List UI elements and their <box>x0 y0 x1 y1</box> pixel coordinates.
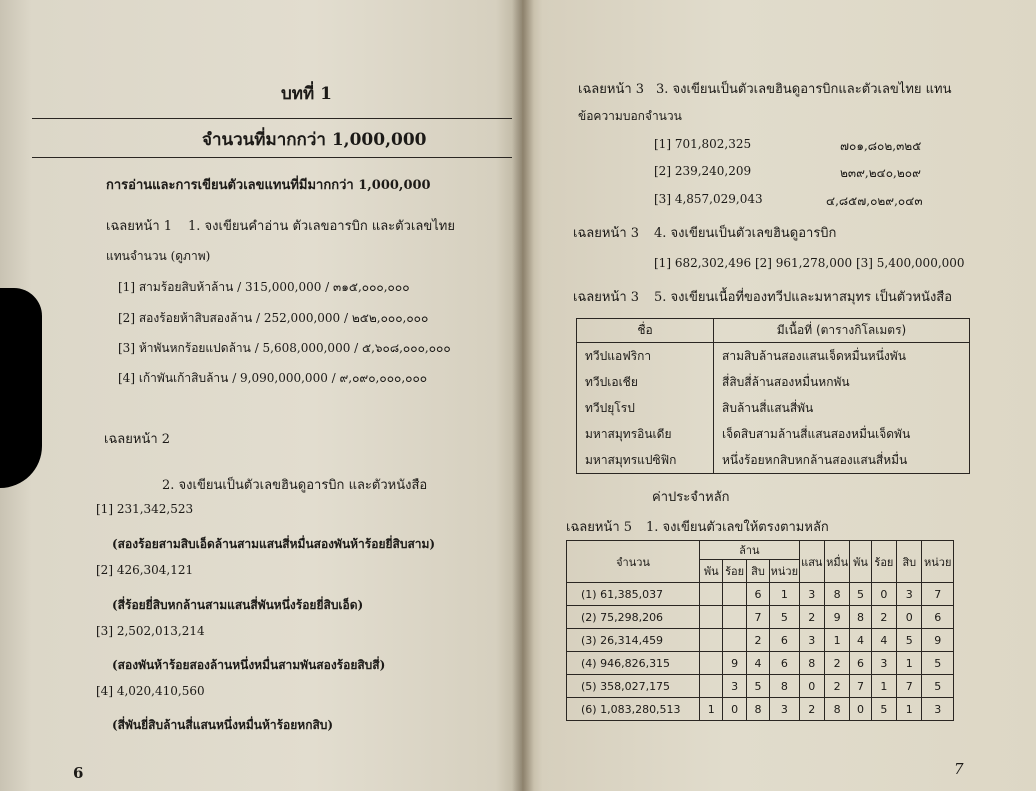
place-digit: 1 <box>897 698 922 721</box>
place-table-subheader: ร้อย <box>871 541 896 583</box>
place-value-table <box>566 540 954 721</box>
place-value-heading: ค่าประจำหลัก <box>652 490 730 505</box>
answer4-label: เฉลยหน้า 3 <box>573 226 640 241</box>
table-row <box>567 606 954 629</box>
table-row <box>577 395 970 421</box>
place-table-body <box>567 583 954 721</box>
area-name: ทวีปเอเชีย <box>577 369 714 395</box>
answer1-question: 1. จงเขียนคำอ่าน ตัวเลขอารบิก และตัวเลขไทย <box>188 219 455 234</box>
answer1-item: [4] เก้าพันเก้าสิบล้าน / 9,090,000,000 / ๙,๐๙๐,๐๐๐,๐๐๐ <box>118 371 428 385</box>
answer6-label: เฉลยหน้า 5 <box>566 520 633 535</box>
place-digit: 0 <box>897 606 922 629</box>
place-digit: 9 <box>922 629 954 652</box>
place-digit <box>723 606 746 629</box>
place-table-subheader: แสน <box>799 541 824 583</box>
area-table <box>576 318 970 474</box>
place-row-label: (4) 946,826,315 <box>567 652 700 675</box>
answer2-words: (สองร้อยสามสิบเอ็ดล้านสามแสนสี่หมื่นสองพันห้าร้อยยี่สิบสาม) <box>112 537 436 551</box>
answer3-arabic: [3] 4,857,029,043 <box>654 192 763 206</box>
place-digit <box>700 652 723 675</box>
place-digit: 3 <box>897 583 922 606</box>
place-digit: 6 <box>770 652 799 675</box>
answer5-question: 5. จงเขียนเนื้อที่ของทวีปและมหาสมุทร เป็นตัวหนังสือ <box>654 290 953 305</box>
place-digit: 0 <box>799 675 824 698</box>
answer1-item: [1] สามร้อยสิบห้าล้าน / 315,000,000 / ๓๑๕,๐๐๐,๐๐๐ <box>118 280 410 294</box>
place-digit: 5 <box>922 652 954 675</box>
answer3-arabic: [2] 239,240,209 <box>654 164 752 178</box>
place-digit: 3 <box>871 652 896 675</box>
answer2-number: [4] 4,020,410,560 <box>96 684 205 698</box>
place-digit: 2 <box>746 629 769 652</box>
answer1-item: [2] สองร้อยห้าสิบสองล้าน / 252,000,000 / ๒๕๒,๐๐๐,๐๐๐ <box>118 311 429 325</box>
table-row <box>567 629 954 652</box>
answer4-question: 4. จงเขียนเป็นตัวเลขฮินดูอารบิก <box>654 226 837 241</box>
area-name: ทวีปแอฟริกา <box>577 343 714 370</box>
table-row <box>577 421 970 447</box>
place-digit: 0 <box>871 583 896 606</box>
place-digit: 8 <box>746 698 769 721</box>
place-digit: 2 <box>871 606 896 629</box>
answer2-number: [1] 231,342,523 <box>96 502 194 516</box>
place-digit: 9 <box>723 652 746 675</box>
place-row-label: (5) 358,027,175 <box>567 675 700 698</box>
place-digit: 7 <box>897 675 922 698</box>
page-number: 7 <box>954 760 964 778</box>
area-value: เจ็ดสิบสามล้านสี่แสนสองหมื่นเจ็ดพัน <box>714 421 970 447</box>
answer2-words: (สี่ร้อยยี่สิบหกล้านสามแสนสี่พันหนึ่งร้อยยี่สิบเอ็ด) <box>112 598 364 612</box>
table-row <box>567 698 954 721</box>
place-digit: 1 <box>770 583 799 606</box>
answer2-number: [3] 2,502,013,214 <box>96 624 205 638</box>
place-table-subheader: หน่วย <box>770 560 799 583</box>
place-digit <box>700 675 723 698</box>
place-digit: 3 <box>799 583 824 606</box>
area-value: สี่สิบสี่ล้านสองหมื่นหกพัน <box>714 369 970 395</box>
table-row <box>567 652 954 675</box>
place-digit: 5 <box>922 675 954 698</box>
place-digit <box>700 606 723 629</box>
place-digit: 3 <box>770 698 799 721</box>
answer1-item: [3] ห้าพันหกร้อยแปดล้าน / 5,608,000,000 / ๕,๖๐๘,๐๐๐,๐๐๐ <box>118 341 451 355</box>
place-digit: 7 <box>850 675 871 698</box>
answer3-thai: ๗๐๑,๘๐๒,๓๒๕ <box>840 139 922 153</box>
place-digit: 6 <box>746 583 769 606</box>
place-digit: 6 <box>850 652 871 675</box>
answer5-label: เฉลยหน้า 3 <box>573 290 640 305</box>
place-digit: 2 <box>799 698 824 721</box>
place-digit: 0 <box>850 698 871 721</box>
answer2-label: เฉลยหน้า 2 <box>104 432 171 447</box>
place-digit: 3 <box>922 698 954 721</box>
area-table-header-area: มีเนื้อที่ (ตารางกิโลเมตร) <box>714 319 970 343</box>
place-digit: 4 <box>850 629 871 652</box>
place-table-header-number: จำนวน <box>567 541 700 583</box>
place-digit: 5 <box>850 583 871 606</box>
place-row-label: (2) 75,298,206 <box>567 606 700 629</box>
place-digit <box>723 583 746 606</box>
place-row-label: (1) 61,385,037 <box>567 583 700 606</box>
place-digit: 1 <box>871 675 896 698</box>
place-digit: 6 <box>770 629 799 652</box>
place-digit: 2 <box>799 606 824 629</box>
answer1-label: เฉลยหน้า 1 <box>106 219 173 234</box>
answer2-words: (สี่พันยี่สิบล้านสี่แสนหนึ่งหมื่นห้าร้อยหกสิบ) <box>112 718 334 732</box>
area-name: มหาสมุทรแปซิฟิก <box>577 447 714 474</box>
table-row <box>577 343 970 370</box>
place-digit: 8 <box>799 652 824 675</box>
place-table-subheader: สิบ <box>746 560 769 583</box>
place-digit <box>700 629 723 652</box>
area-table-header-name: ชื่อ <box>577 319 714 343</box>
answer3-question: 3. จงเขียนเป็นตัวเลขฮินดูอารบิกและตัวเลขไทย แทน <box>656 82 952 97</box>
place-digit: 2 <box>824 652 849 675</box>
area-value: สามสิบล้านสองแสนเจ็ดหมื่นหนึ่งพัน <box>714 343 970 370</box>
place-digit: 1 <box>824 629 849 652</box>
page-number: 6 <box>73 764 84 782</box>
answer3-arabic: [1] 701,802,325 <box>654 137 752 151</box>
place-digit: 8 <box>824 583 849 606</box>
answer2-number: [2] 426,304,121 <box>96 563 194 577</box>
table-row <box>577 447 970 474</box>
place-digit: 8 <box>824 698 849 721</box>
place-digit: 0 <box>723 698 746 721</box>
place-digit: 4 <box>746 652 769 675</box>
place-digit <box>700 583 723 606</box>
section-subheading: การอ่านและการเขียนตัวเลขแทนที่มีมากกว่า 1,000,000 <box>106 178 431 193</box>
answer3-thai: ๒๓๙,๒๔๐,๒๐๙ <box>840 166 921 180</box>
answer6-question: 1. จงเขียนตัวเลขให้ตรงตามหลัก <box>646 520 829 535</box>
area-name: ทวีปยุโรป <box>577 395 714 421</box>
place-table-subheader: สิบ <box>897 541 922 583</box>
table-row <box>567 675 954 698</box>
place-digit: 5 <box>897 629 922 652</box>
place-table-subheader: หมื่น <box>824 541 849 583</box>
answer3-label: เฉลยหน้า 3 <box>578 82 645 97</box>
place-digit: 3 <box>723 675 746 698</box>
place-digit: 8 <box>770 675 799 698</box>
place-table-header-million: ล้าน <box>700 541 800 560</box>
place-table-subheader: พัน <box>850 541 871 583</box>
answer4-items: [1] 682,302,496 [2] 961,278,000 [3] 5,400,000,000 <box>654 256 965 270</box>
place-table-subheader: หน่วย <box>922 541 954 583</box>
place-digit: 5 <box>770 606 799 629</box>
answer1-question-cont: แทนจำนวน (ดูภาพ) <box>106 249 211 263</box>
place-digit: 1 <box>700 698 723 721</box>
place-digit: 6 <box>922 606 954 629</box>
area-name: มหาสมุทรอินเดีย <box>577 421 714 447</box>
answer3-thai: ๔,๘๕๗,๐๒๙,๐๔๓ <box>826 194 923 208</box>
place-digit: 1 <box>897 652 922 675</box>
place-row-label: (3) 26,314,459 <box>567 629 700 652</box>
chapter-title: บทที่ 1 <box>281 84 332 104</box>
book-gutter <box>512 0 534 791</box>
shadow-blob <box>0 288 42 488</box>
answer2-words: (สองพันห้าร้อยสองล้านหนึ่งหมื่นสามพันสองร้อยสิบสี่) <box>112 658 386 672</box>
place-digit: 8 <box>850 606 871 629</box>
place-digit <box>723 629 746 652</box>
place-digit: 5 <box>871 698 896 721</box>
place-digit: 7 <box>746 606 769 629</box>
answer3-question-cont: ข้อความบอกจำนวน <box>578 109 682 123</box>
bottom-rule <box>32 157 512 158</box>
place-table-subheader: ร้อย <box>723 560 746 583</box>
answer2-question: 2. จงเขียนเป็นตัวเลขฮินดูอารบิก และตัวหนังสือ <box>162 478 428 493</box>
place-row-label: (6) 1,083,280,513 <box>567 698 700 721</box>
place-digit: 7 <box>922 583 954 606</box>
place-digit: 3 <box>799 629 824 652</box>
place-digit: 4 <box>871 629 896 652</box>
top-rule <box>32 118 512 119</box>
area-value: สิบล้านสี่แสนสี่พัน <box>714 395 970 421</box>
place-digit: 9 <box>824 606 849 629</box>
place-table-subheader: พัน <box>700 560 723 583</box>
place-digit: 5 <box>746 675 769 698</box>
table-row <box>567 583 954 606</box>
area-value: หนึ่งร้อยหกสิบหกล้านสองแสนสี่หมื่น <box>714 447 970 474</box>
place-digit: 2 <box>824 675 849 698</box>
chapter-heading: จำนวนที่มากกว่า 1,000,000 <box>202 130 427 150</box>
table-row <box>577 369 970 395</box>
